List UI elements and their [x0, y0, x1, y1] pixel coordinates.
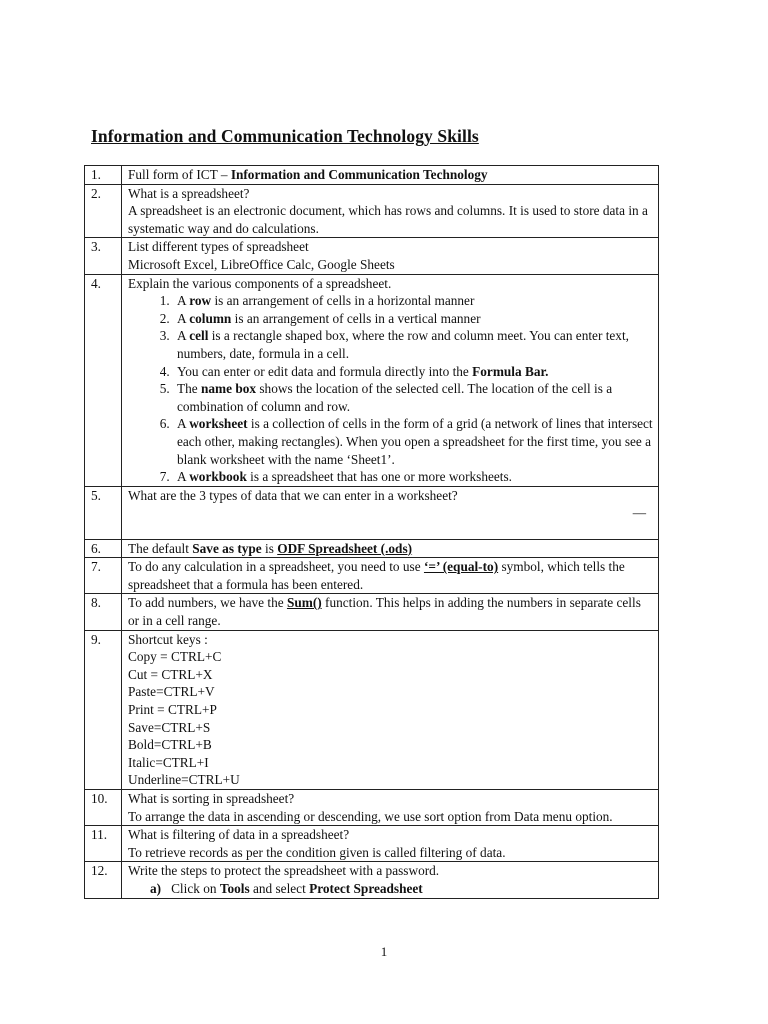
list-item [173, 415, 654, 468]
dash-mark: — [632, 505, 646, 521]
item-term: name box [201, 381, 257, 397]
row-content [122, 790, 659, 826]
question-text: What is filtering of data in a spreadsheet? [128, 827, 350, 843]
row-text: is [261, 540, 278, 556]
table-row [85, 630, 659, 789]
row-text: To add numbers, we have the [128, 595, 287, 611]
answer-text: Microsoft Excel, LibreOffice Calc, Google Sheets [128, 256, 395, 272]
question-text: What is a spreadsheet? [128, 185, 250, 201]
list-item [173, 468, 654, 486]
item-text: You can enter or edit data and formula directly into the [177, 363, 473, 379]
table-row [85, 166, 659, 185]
row-text-bold-underline: Sum() [286, 595, 322, 611]
table-row [85, 238, 659, 274]
row-number: 11. [85, 826, 122, 862]
row-text: function. This helps in adding the numbers in separate cells or in a cell range. [128, 595, 641, 629]
question-text: Shortcut keys : [128, 631, 208, 647]
list-item [173, 310, 654, 328]
row-number: 9. [85, 630, 122, 789]
item-text: A [177, 293, 190, 309]
row-content [122, 274, 659, 486]
row-text: Full form of ICT – [128, 167, 231, 182]
shortcut-line: Underline=CTRL+U [128, 772, 240, 788]
row-number: 3. [85, 238, 122, 274]
row-content [122, 166, 659, 185]
row-number: 10. [85, 790, 122, 826]
table-row [85, 558, 659, 594]
row-number: 4. [85, 274, 122, 486]
item-text: is a spreadsheet that has one or more worksheets. [246, 469, 512, 485]
question-text: Write the steps to protect the spreadsheet with a password. [128, 863, 440, 879]
shortcut-line: Paste=CTRL+V [128, 684, 215, 700]
row-number: 8. [85, 594, 122, 630]
step-term: Tools [219, 880, 250, 896]
row-text-bold-underline: ‘=’ (equal-to) [423, 559, 499, 575]
row-number: 12. [85, 862, 122, 898]
row-number: 1. [85, 166, 122, 185]
list-item [173, 363, 654, 381]
table-row [85, 826, 659, 862]
shortcut-line: Bold=CTRL+B [128, 737, 212, 753]
item-text: is an arrangement of cells in a horizontal manner [211, 293, 475, 309]
row-number: 5. [85, 486, 122, 539]
row-text-bold: Information and Communication Technology [230, 167, 488, 182]
table-row [85, 594, 659, 630]
item-term: cell [189, 328, 209, 344]
row-text-bold-underline: ODF Spreadsheet (.ods) [277, 540, 413, 556]
step-term: Protect Spreadsheet [309, 880, 423, 896]
item-term: row [189, 293, 212, 309]
step-label: a) [150, 880, 162, 896]
row-content [122, 486, 659, 539]
step-line [128, 880, 654, 898]
list-item [173, 292, 654, 310]
question-text: What is sorting in spreadsheet? [128, 791, 295, 806]
row-content [122, 184, 659, 238]
step-text: and select [249, 880, 310, 896]
list-item [173, 327, 654, 362]
row-content [122, 630, 659, 789]
item-term: workbook [189, 469, 247, 485]
row-content [122, 826, 659, 862]
item-text: A [177, 310, 190, 326]
item-text: shows the location of the selected cell. The location of the cell is a combination of column and row. [177, 381, 613, 414]
row-content [122, 238, 659, 274]
row-number: 6. [85, 539, 122, 558]
list-item [173, 380, 654, 415]
row-text: The default [128, 540, 193, 556]
answer-text: To arrange the data in ascending or descending, we use sort option from Data menu option. [128, 808, 613, 824]
table-row [85, 274, 659, 486]
ict-qa-table [84, 165, 659, 899]
row-number: 7. [85, 558, 122, 594]
item-term: worksheet [189, 416, 248, 432]
row-number: 2. [85, 184, 122, 238]
shortcut-line: Print = CTRL+P [128, 702, 217, 718]
question-text: List different types of spreadsheet [128, 239, 309, 255]
row-text-bold: Save as type [192, 540, 262, 556]
item-term: Formula Bar. [472, 363, 549, 379]
row-content [122, 862, 659, 898]
shortcut-line: Italic=CTRL+I [128, 754, 209, 770]
item-text: is an arrangement of cells in a vertical manner [231, 310, 481, 326]
item-text: A [177, 469, 190, 485]
row-content [122, 558, 659, 594]
item-text: is a rectangle shaped box, where the row and column meet. You can enter text, numbers, date, formula in a cell. [177, 328, 629, 361]
table-row [85, 862, 659, 898]
item-term: column [189, 310, 232, 326]
shortcut-line: Cut = CTRL+X [128, 666, 213, 682]
item-text: The [177, 381, 201, 397]
question-text: What are the 3 types of data that we can enter in a worksheet? [128, 487, 458, 503]
shortcut-line: Save=CTRL+S [128, 719, 211, 735]
table-row [85, 790, 659, 826]
table-row [85, 486, 659, 539]
item-text: A [177, 416, 190, 432]
page-title: Information and Communication Technology Skills [91, 126, 479, 146]
row-content [122, 594, 659, 630]
item-text: is a collection of cells in the form of a grid (a network of lines that intersect each other, making rectangles). When you open a spreadsheet for the first time, you see a blank worksheet with the name ‘Sheet1’. [177, 416, 653, 467]
shortcut-line: Copy = CTRL+C [128, 649, 222, 665]
row-content [122, 539, 659, 558]
answer-text: To retrieve records as per the condition given is called filtering of data. [128, 844, 506, 860]
step-text: Click on [171, 880, 220, 896]
answer-text: A spreadsheet is an electronic document, which has rows and columns. It is used to store data in a systematic way and do calculations. [128, 203, 648, 236]
row-text: symbol, which tells the spreadsheet that a formula has been entered. [128, 559, 625, 592]
item-text: A [177, 328, 190, 344]
component-list [128, 292, 654, 486]
table-row [85, 539, 659, 558]
table-row [85, 184, 659, 238]
page-number: 1 [380, 944, 388, 959]
question-text: Explain the various components of a spreadsheet. [128, 275, 392, 291]
row-text: To do any calculation in a spreadsheet, you need to use [128, 559, 424, 575]
